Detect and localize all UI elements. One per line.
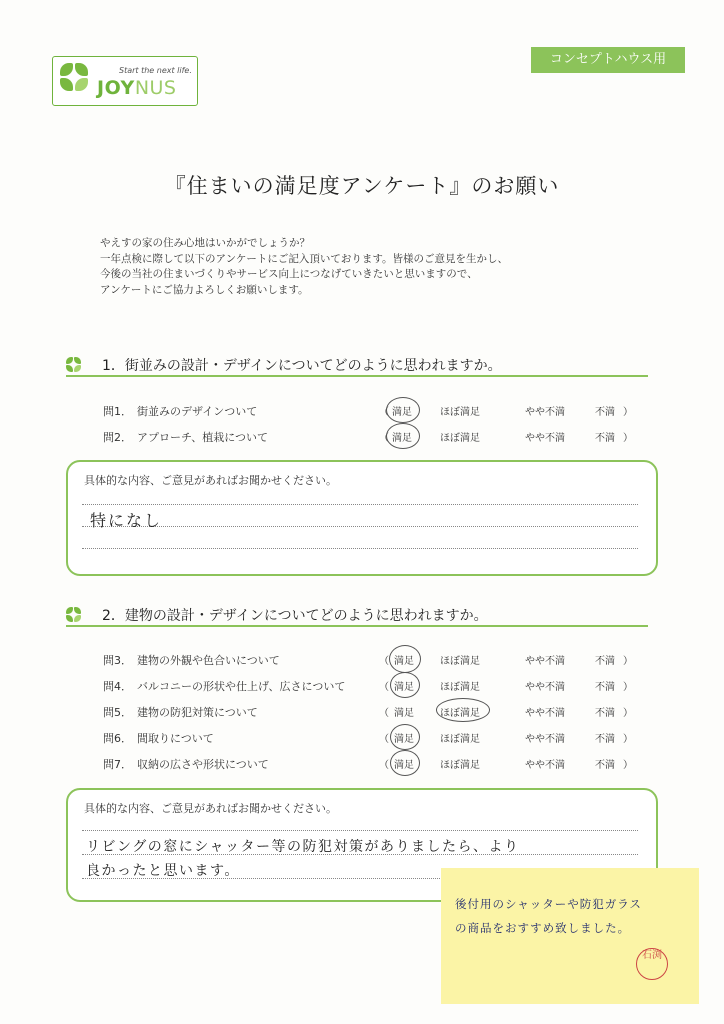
- answer-circle-mark: [436, 698, 490, 722]
- intro-line: 一年点検に際して以下のアンケートにご記入頂いております。皆様のご意見を生かし、: [100, 252, 509, 265]
- paren-open: （: [379, 433, 389, 444]
- answer-circle-mark: [386, 423, 420, 449]
- writing-line: [82, 504, 638, 505]
- option-dissatisfied[interactable]: 不満: [595, 433, 615, 444]
- paren-close: ）: [623, 407, 633, 418]
- question-number: 問1．: [103, 405, 132, 418]
- question-number: 問3．: [103, 654, 132, 667]
- section2-title: 2．建物の設計・デザインについてどのように思われますか。: [102, 608, 488, 624]
- question-text: バルコニーの形状や仕上げ、広さについて: [137, 680, 346, 693]
- clover-leaf-icon: [75, 63, 88, 76]
- intro-paragraph: [100, 236, 508, 298]
- option-satisfied[interactable]: 満足: [394, 656, 414, 667]
- clover-icon: [66, 357, 82, 373]
- clover-leaf-icon: [60, 63, 73, 76]
- question-row: [103, 429, 643, 445]
- clover-leaf-icon: [60, 78, 73, 91]
- question-row: [103, 678, 643, 694]
- paren-close: ）: [623, 708, 633, 719]
- option-slightly-dissatisfied[interactable]: やや不満: [525, 656, 565, 667]
- question-row: [103, 403, 643, 419]
- option-slightly-dissatisfied[interactable]: やや不満: [525, 734, 565, 745]
- handwritten-comment-line2: 良かったと思います。: [86, 863, 240, 879]
- option-slightly-dissatisfied[interactable]: やや不満: [525, 407, 565, 418]
- logo-name-sub: NUS: [134, 77, 177, 99]
- option-satisfied[interactable]: 満足: [394, 708, 414, 719]
- paren-close: ）: [623, 433, 633, 444]
- paren-close: ）: [623, 760, 633, 771]
- concept-house-badge: コンセプトハウス用: [531, 47, 685, 73]
- comment-label: 具体的な内容、ご意見があればお聞かせください。: [84, 802, 337, 815]
- sticky-note: [441, 868, 699, 1004]
- clover-icon: [66, 607, 82, 623]
- logo-tagline: Start the next life.: [119, 66, 192, 75]
- question-row: [103, 756, 643, 772]
- seal-stamp: 石渕: [636, 948, 668, 980]
- writing-line: [82, 830, 638, 831]
- paren-open: （: [379, 682, 389, 693]
- page-title: 『住まいの満足度アンケート』のお願い: [164, 174, 560, 198]
- paren-open: （: [379, 407, 389, 418]
- option-mostly-satisfied[interactable]: ほぼ満足: [440, 760, 480, 771]
- option-satisfied[interactable]: 満足: [392, 433, 412, 444]
- intro-line: アンケートにご協力よろしくお願いします。: [100, 283, 309, 296]
- logo-name: [97, 77, 177, 99]
- sticky-note-line1: 後付用のシャッターや防犯ガラス: [455, 897, 642, 911]
- option-satisfied[interactable]: 満足: [394, 760, 414, 771]
- option-mostly-satisfied[interactable]: ほぼ満足: [440, 433, 480, 444]
- option-mostly-satisfied[interactable]: ほぼ満足: [440, 682, 480, 693]
- company-logo: [52, 56, 198, 106]
- question-row: [103, 652, 643, 668]
- section2-rule: [66, 625, 648, 627]
- option-satisfied[interactable]: 満足: [394, 734, 414, 745]
- option-slightly-dissatisfied[interactable]: やや不満: [525, 433, 565, 444]
- paren-close: ）: [623, 734, 633, 745]
- question-number: 問6．: [103, 732, 132, 745]
- answer-circle-mark: [390, 724, 420, 750]
- question-text: 収納の広さや形状について: [137, 758, 269, 771]
- intro-line: 今後の当社の住まいづくりやサービス向上につなげていきたいと思いますので、: [100, 268, 478, 280]
- option-dissatisfied[interactable]: 不満: [595, 682, 615, 693]
- paren-close: ）: [623, 656, 633, 667]
- handwritten-comment: 特になし: [90, 511, 163, 530]
- option-satisfied[interactable]: 満足: [392, 407, 412, 418]
- option-slightly-dissatisfied[interactable]: やや不満: [525, 760, 565, 771]
- question-text: 間取りについて: [137, 732, 214, 745]
- section1-title: 1．街並みの設計・デザインについてどのように思われますか。: [102, 358, 502, 374]
- paren-open: （: [379, 734, 389, 745]
- option-mostly-satisfied[interactable]: ほぼ満足: [440, 656, 480, 667]
- answer-circle-mark: [386, 397, 420, 423]
- question-row: [103, 704, 643, 720]
- question-text: 建物の外観や色合いについて: [137, 654, 280, 667]
- option-satisfied[interactable]: 満足: [394, 682, 414, 693]
- option-dissatisfied[interactable]: 不満: [595, 656, 615, 667]
- comment-label: 具体的な内容、ご意見があればお聞かせください。: [84, 474, 337, 487]
- handwritten-comment-line1: リビングの窓にシャッター等の防犯対策がありましたら、より: [86, 839, 520, 855]
- option-dissatisfied[interactable]: 不満: [595, 760, 615, 771]
- option-slightly-dissatisfied[interactable]: やや不満: [525, 682, 565, 693]
- paren-open: （: [379, 708, 389, 719]
- answer-circle-mark: [390, 672, 420, 698]
- logo-name-main: JOY: [97, 77, 135, 99]
- answer-circle-mark: [389, 645, 421, 673]
- writing-line: [82, 526, 638, 527]
- question-number: 問5．: [103, 706, 132, 719]
- paren-open: （: [379, 760, 389, 771]
- option-dissatisfied[interactable]: 不満: [595, 708, 615, 719]
- question-number: 問7．: [103, 758, 132, 771]
- option-dissatisfied[interactable]: 不満: [595, 734, 615, 745]
- option-mostly-satisfied[interactable]: ほぼ満足: [440, 734, 480, 745]
- question-number: 問4．: [103, 680, 132, 693]
- question-text: 建物の防犯対策について: [137, 706, 258, 719]
- paren-open: （: [379, 656, 389, 667]
- option-slightly-dissatisfied[interactable]: やや不満: [525, 708, 565, 719]
- question-number: 問2．: [103, 431, 132, 444]
- question-text: 街並みのデザインついて: [137, 405, 258, 418]
- paren-close: ）: [623, 682, 633, 693]
- writing-line: [82, 548, 638, 549]
- option-mostly-satisfied[interactable]: ほぼ満足: [440, 407, 480, 418]
- section1-rule: [66, 375, 648, 377]
- option-dissatisfied[interactable]: 不満: [595, 407, 615, 418]
- sticky-note-line2: の商品をおすすめ致しました。: [455, 921, 631, 935]
- option-mostly-satisfied[interactable]: ほぼ満足: [440, 708, 480, 719]
- question-row: [103, 730, 643, 746]
- clover-leaf-icon: [75, 78, 88, 91]
- question-text: アプローチ、植栽について: [137, 431, 269, 444]
- answer-circle-mark: [390, 750, 420, 776]
- comment-box-1[interactable]: [66, 460, 658, 576]
- intro-line: やえすの家の住み心地はいかがでしょうか？: [100, 237, 310, 249]
